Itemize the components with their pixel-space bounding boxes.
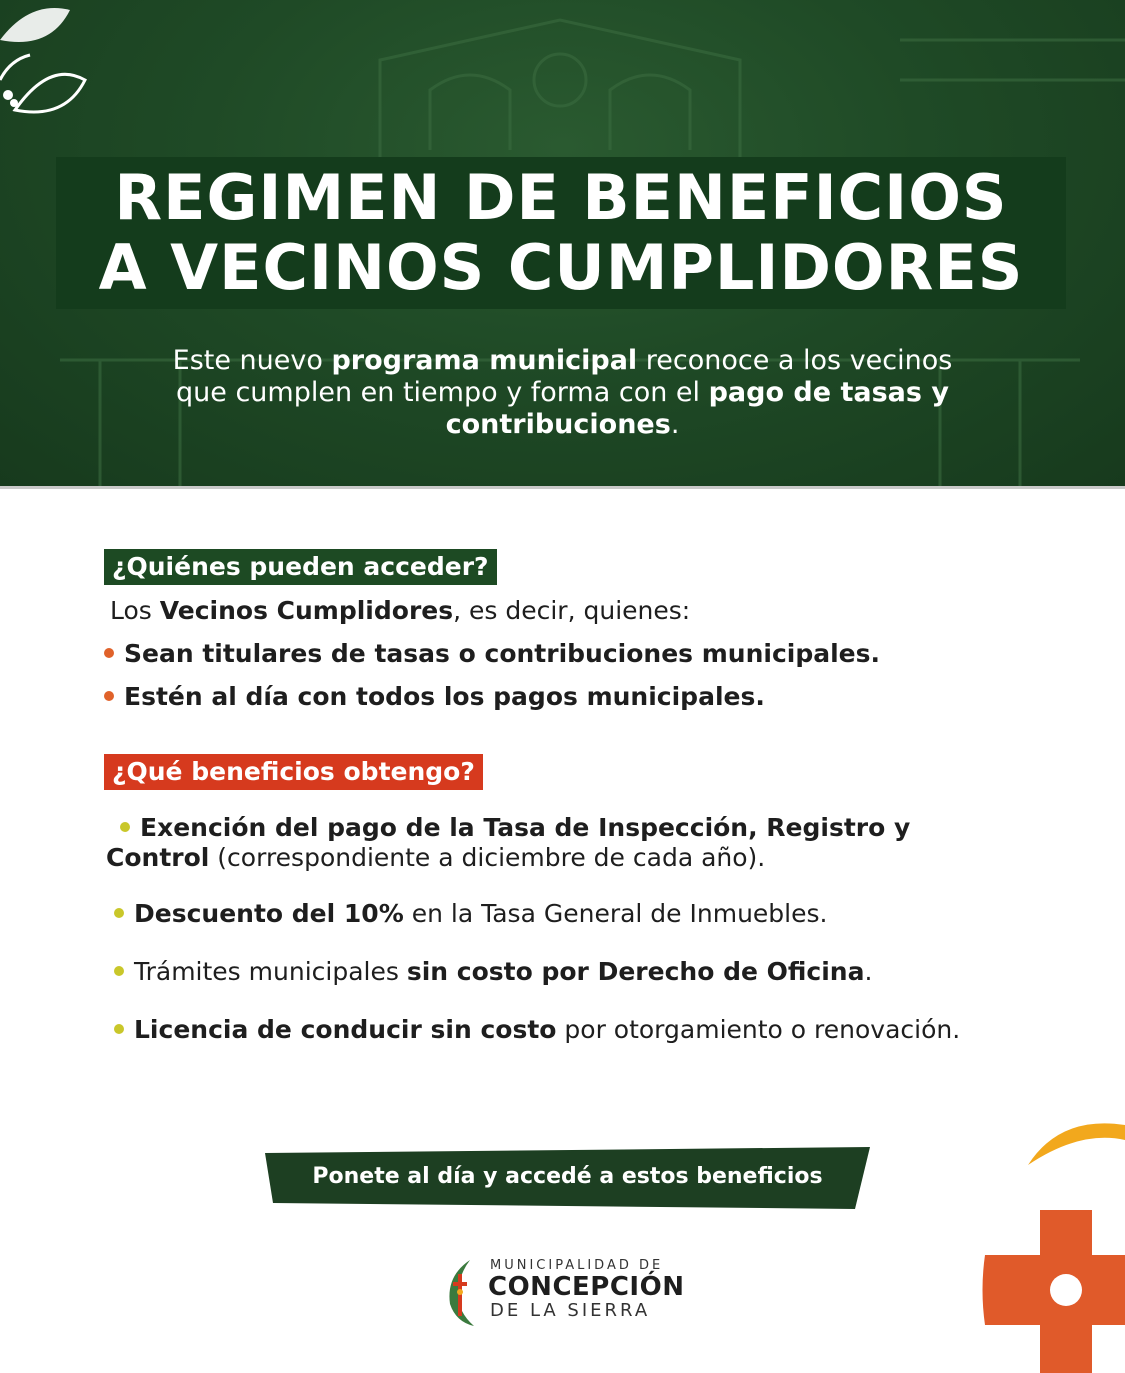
logo-sub-text: DE LA SIERRA [490, 1300, 651, 1321]
bullet-icon [114, 908, 124, 918]
cross-icon [980, 1210, 1125, 1373]
title-line-2: A VECINOS CUMPLIDORES [98, 231, 1024, 304]
benefit-item: Trámites municipales sin costo por Derecho de Oficina. [106, 957, 1006, 987]
bullet-icon [104, 691, 114, 701]
benefit-item: Exención del pago de la Tasa de Inspección, Registro y Control (correspondiente a diciembre de cada año). [106, 813, 911, 872]
benefit-item: Licencia de conducir sin costo por otorgamiento o renovación. [106, 1015, 1006, 1045]
intro-paragraph: Este nuevo programa municipal reconoce a los vecinos que cumplen en tiempo y forma con el pago de tasas y contribuciones. [172, 345, 953, 440]
title-box [56, 157, 1066, 309]
logo-top-text: MUNICIPALIDAD DE [490, 1258, 664, 1273]
leaf-decoration-icon [0, 8, 85, 112]
hero-divider [0, 486, 1125, 489]
logo-main-text: CONCEPCIÓN [488, 1272, 685, 1302]
eligibility-heading: ¿Quiénes pueden acceder? [104, 549, 497, 585]
eligibility-lead: Los Vecinos Cumplidores, es decir, quienes: [110, 596, 691, 625]
bullet-icon [104, 648, 114, 658]
hero-banner [0, 0, 1125, 488]
benefits-heading: ¿Qué beneficios obtengo? [104, 754, 483, 790]
logo-emblem-icon [440, 1256, 486, 1328]
bullet-icon [114, 966, 124, 976]
eligibility-item: Sean titulares de tasas o contribuciones municipales. [104, 638, 880, 670]
eligibility-item: Estén al día con todos los pagos municipales. [104, 681, 765, 713]
benefit-item: Descuento del 10% en la Tasa General de Inmuebles. [106, 899, 1006, 929]
cta-banner: Ponete al día y accedé a estos beneficios [312, 1164, 823, 1189]
title-line-1: REGIMEN DE BENEFICIOS [114, 161, 1008, 234]
gold-leaf-icon [1020, 1110, 1125, 1170]
bullet-icon [120, 822, 130, 832]
bullet-icon [114, 1024, 124, 1034]
municipality-logo [440, 1256, 700, 1328]
